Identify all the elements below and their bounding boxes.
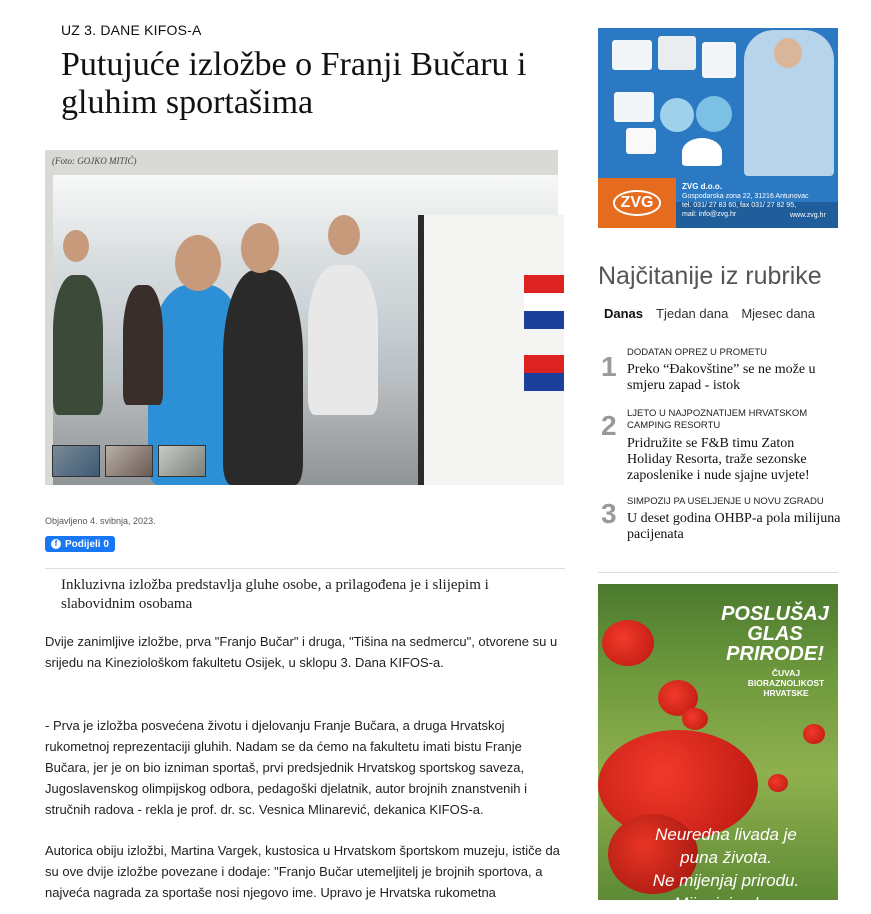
photo-scene xyxy=(53,175,558,485)
item-category: LJETO U NAJPOZNATIJEM HRVATSKOM CAMPING RESORTU xyxy=(627,408,808,431)
photo-thumbnails xyxy=(52,445,206,477)
ad-subline: ČUVAJ BIORAZNOLIKOST HRVATSKE xyxy=(747,668,825,698)
rank-number: 1 xyxy=(601,351,617,382)
photo-credit: (Foto: GOJKO MITIĆ) xyxy=(52,156,137,166)
ad-slogan: POSLUŠAJ GLAS PRIRODE! xyxy=(721,603,829,665)
zvg-logo: ZVG xyxy=(598,178,676,228)
most-read-item[interactable] xyxy=(601,408,831,488)
exhibition-panel xyxy=(418,215,564,485)
facebook-icon: f xyxy=(51,539,61,549)
divider xyxy=(45,568,565,569)
rank-number: 3 xyxy=(601,498,617,529)
item-category: SIMPOZIJ PA USELJENJE U NOVU ZGRADU xyxy=(627,496,824,507)
item-headline[interactable]: Pridružite se F&B timu Zaton Holiday Resorta, traže sezonske zaposlenike i nude sjajne uvjete! xyxy=(627,436,810,483)
most-read-tabs xyxy=(604,306,815,321)
item-headline[interactable]: U deset godina OHBP-a pola milijuna pacijenata xyxy=(627,511,841,542)
ad-line: Mijenjaj sebe. xyxy=(674,894,778,913)
article-kicker: UZ 3. DANE KIFOS-A xyxy=(61,22,202,38)
article-paragraph: - Prva je izložba posvećena životu i djelovanju Franje Bučara, a druga Hrvatskoj rukometnoj reprezentaciji gluhih. Nadam se da ćemo na fakultetu imati bistu Franje Bučara, jer je on bio izniman sportaš, prvi predsjednik Hrvatskog sportskog saveza, Jugoslavenskog olimpijskog odbora, pedagoški djelatnik, autor brojnih znanstvenih i stručnih radova - rekla je prof. dr. sc. Vesnica Mlinarević, dekanica KIFOS-a. xyxy=(45,718,528,817)
facebook-share-button[interactable] xyxy=(45,536,115,552)
tab-today[interactable]: Danas xyxy=(604,306,644,321)
item-headline[interactable]: Preko “Đakovštine” se ne može u smjeru zapad - istok xyxy=(627,362,816,393)
thumbnail-1[interactable] xyxy=(52,445,100,477)
thumbnail-3[interactable] xyxy=(158,445,206,477)
published-date: Objavljeno 4. svibnja, 2023. xyxy=(45,516,156,526)
thumbnail-2[interactable] xyxy=(105,445,153,477)
tab-week[interactable]: Tjedan dana xyxy=(656,306,729,321)
ad-line: Neuredna livada je xyxy=(655,825,797,844)
tab-month[interactable]: Mjesec dana xyxy=(741,306,816,321)
nature-advertisement[interactable] xyxy=(598,584,838,913)
article-paragraph: Dvije zanimljive izložbe, prva "Franjo Bučar" i druga, "Tišina na sedmercu", otvorene su u srijedu na Kineziološkom fakultetu Osijek, u sklopu 3. Dana KIFOS-a. xyxy=(45,634,558,670)
most-read-item[interactable] xyxy=(601,347,831,407)
zvg-contact-info: ZVG d.o.o. Gospodarska zona 22, 31216 Antunovac tel. 031/ 27 83 60, fax 031/ 27 82 95, mail: info@zvg.hr www.zvg.hr xyxy=(682,182,826,219)
ad-line: Ne mijenjaj prirodu. xyxy=(652,871,800,890)
most-read-item[interactable] xyxy=(601,496,841,546)
share-label: Podijeli 0 xyxy=(65,538,109,550)
ad-line: puna života. xyxy=(680,848,772,867)
article-title: Putujuće izložbe o Franji Bučaru i gluhim sportašima xyxy=(61,46,527,121)
rank-number: 2 xyxy=(601,410,617,441)
article-lead: Inkluzivna izložba predstavlja gluhe osobe, a prilagođena je i slijepim i slabovidnim osobama xyxy=(61,577,489,612)
zvg-advertisement[interactable] xyxy=(598,28,838,228)
article-paragraph: Autorica obiju izložbi, Martina Vargek, kustosica u Hrvatskom športskom muzeju, ističe da su ove dvije izložbe povezane i dodaje: "Franjo Bučar utemeljitelj je brojnih sportova, a najveća nagrada za sportaše nosi njegovo ime. Upravo je Hrvatska rukometna xyxy=(45,843,560,900)
most-read-heading: Najčitanije iz rubrike xyxy=(598,262,822,290)
divider xyxy=(598,572,838,573)
article-photo[interactable] xyxy=(45,150,558,485)
item-category: DODATAN OPREZ U PROMETU xyxy=(627,347,768,358)
protective-suit-figure xyxy=(744,30,834,176)
